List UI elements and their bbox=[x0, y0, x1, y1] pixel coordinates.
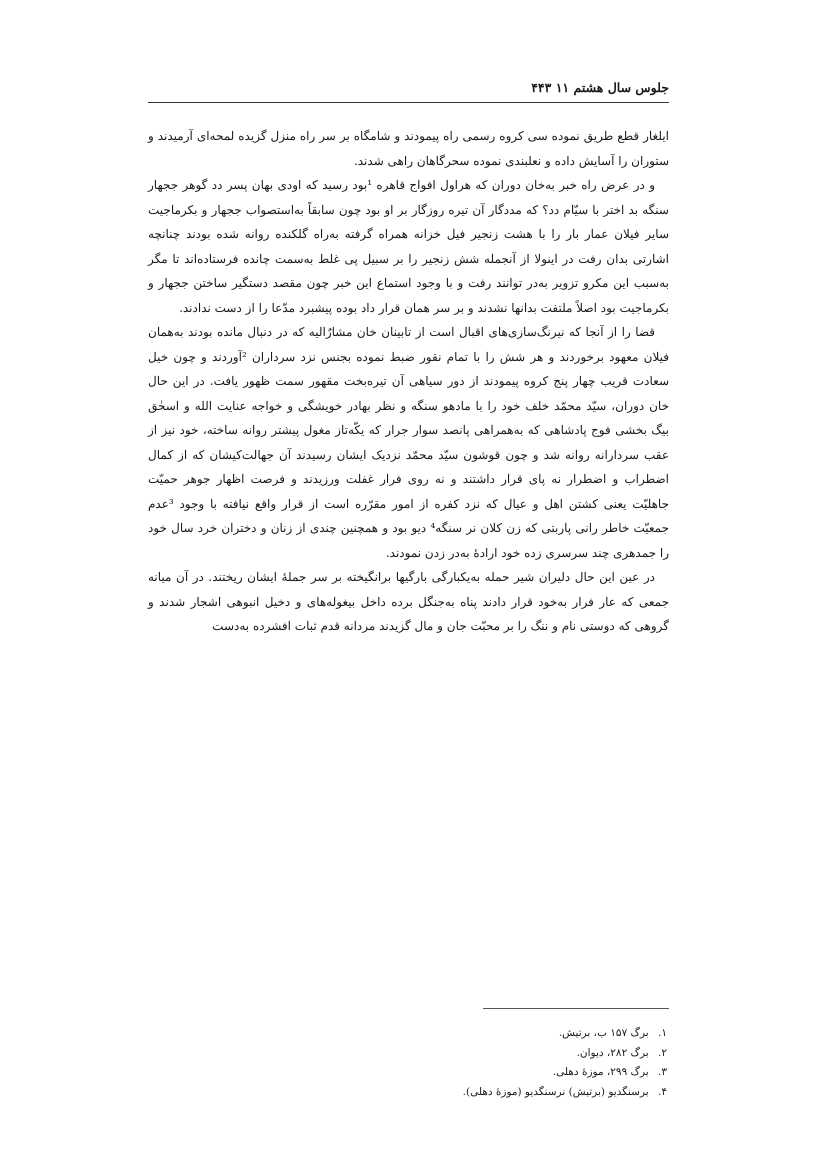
footnote-text: برگ ۱۵۷ ب، برتیش. bbox=[558, 1027, 649, 1039]
footnote-number: ۲. bbox=[658, 1046, 667, 1059]
paragraph: ایلغار قطع طریق نموده سی کروه رسمی راه پیمودند و شامگاه بر سر راه منزل گزیده لمحه‌ای آرمیدند و ستوران را آسایش داده و نعلبندی نموده سحرگاهان راهی شدند. bbox=[148, 129, 669, 168]
paragraph: قضا را از آنجا که نیرنگ‌سازی‌های اقبال است از تابینان خان مشارٌالیه که در دنبال مانده بودند به‌همان فیلان معهود برخوردند و هر شش را با تمام نقور ضبط نموده بجنس نزد سرداران ²آوردند و چون خیل سعادت قریب چهار پنج کروه پیمودند از دور سیاهی آن تیره‌بخت مقهور سمت ظهور یافت. در این حال خان دوران، سیّد محمّد خلف خود را با مادهو سنگه و نظر بهادر خویشگی و خواجه عنایت الله و اسحٰق بیگ بخشی فوج پادشاهی که به‌همراهی پانصد سوار جرار که یکّه‌تاز مغول پیشتر روانه ساخته، خود نیز از عقب سردارانه روانه شد و چون قوشون سیّد محمّد نزدیک ایشان رسیدند آن جهالت‌کیشان که از کمال اضطراب و اضطرار نه پای قرار داشتند و نه روی فرار غفلت ورزیدند و فرصت اظهار جوهر حمیّت جاهلیّت یعنی کشتن اهل و عیال که نزد کفره از امور مقرّره است از قرار واقع نیافته با وجود ³عدم جمعیّت خاطر رانی پاربتی که زن کلان نر سنگه⁴ دیو بود و همچنین چندی از زنان و دختران خرد سال خود را جمدهری چند سرسری زده خود ارادهٔ به‌در زدن نمودند. bbox=[148, 325, 670, 560]
footnote-item bbox=[148, 1044, 669, 1064]
footnote-rule bbox=[483, 1008, 669, 1009]
footnote-item bbox=[148, 1063, 669, 1083]
paragraph: و در عرض راه خبر به‌خان دوران که هراول افواج قاهره ¹بود رسید که اودی بهان پسر دد گوهر ججهار سنگه بد اختر با سیّام دد؟ که مددگار آن تیره روزگار بر او بود چون سابقاً به‌استصواب ججهار و بکرماجیت سایر فیلان عمار بار را با هشت زنجیر فیل خزانه همراه گرفته به‌راه گلکنده روانه شده بودند چنانچه اشارتی بدان رفت در اینولا از آنجمله شش زنجیر را بر سبیل پی غلط به‌سمت چانده فرستاده‌اند تا مگر به‌سبب این مکرو تزویر به‌در توانند رفت و با وجود استماع این خبر چون مقصد دستگیر ساختن ججهار و بکرماجیت بود اصلاً ملتفت بدانها نشدند و بر سر همان قرار داد بوده پیشبرد مدّعا را از دست ندادند. bbox=[148, 178, 669, 315]
footnote-text: برگ ۲۹۹، موزهٔ دهلی. bbox=[552, 1066, 649, 1078]
footnote-text: برسنگدیو (برتیش) نرسنگدیو (موزهٔ دهلی). bbox=[462, 1085, 649, 1098]
book-page bbox=[148, 0, 669, 1169]
footnotes bbox=[148, 1024, 669, 1102]
footnote-item bbox=[148, 1083, 669, 1103]
body-text bbox=[148, 124, 669, 639]
footnote-number: ۳. bbox=[658, 1066, 667, 1078]
footnote-item bbox=[148, 1024, 669, 1044]
footnote-number: ۴. bbox=[658, 1085, 667, 1098]
paragraph: در عین این حال دلیران شیر حمله به‌یکبارگی بارگیها برانگیخته بر سر جملهٔ ایشان ریختند. در آن میانه جمعی که عار فرار به‌خود قرار دادند پناه به‌جنگل برده داخل بیغوله‌های و دخیل انبوهی اشجار شدند و گروهی که دوستی نام و ننگ را بر محبّت جان و مال گزیدند مردانه قدم ثبات افشرده به‌دست bbox=[148, 570, 670, 633]
footnote-text: برگ ۲۸۲، دیوان. bbox=[576, 1046, 649, 1059]
footnote-number: ۱. bbox=[658, 1027, 667, 1039]
running-header: جلوس سال هشتم ۱۱ ۴۴۳ bbox=[531, 80, 669, 95]
header-rule bbox=[148, 102, 669, 103]
